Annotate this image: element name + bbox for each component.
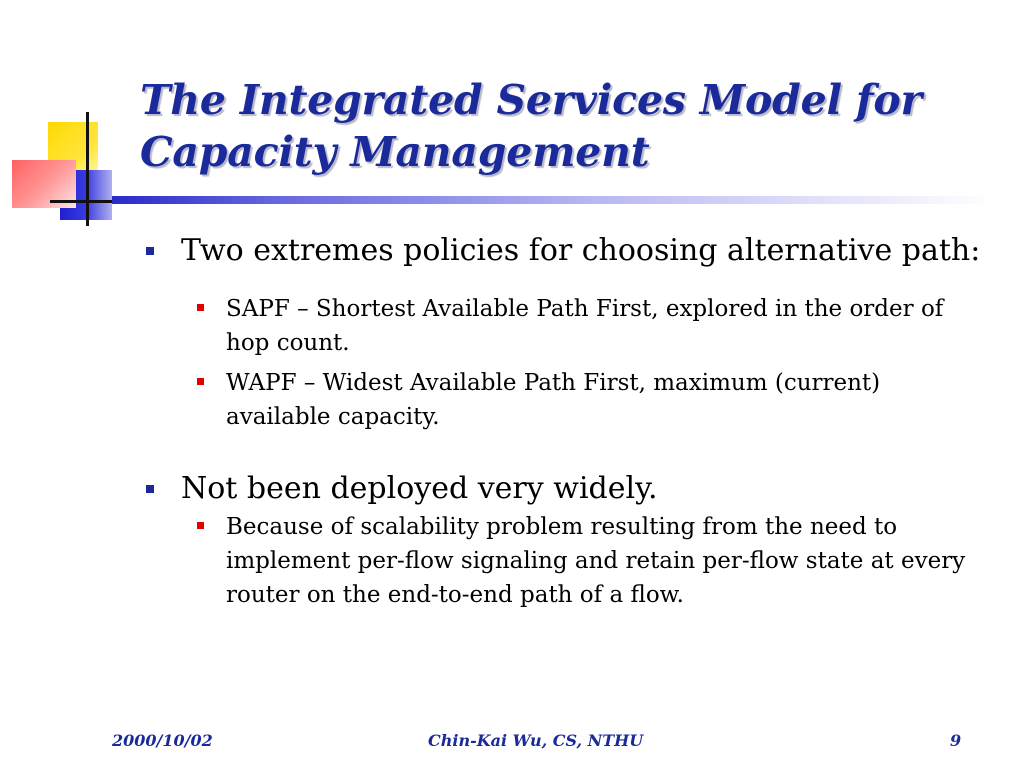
square-bullet-icon	[197, 304, 204, 311]
bullet-item	[144, 470, 984, 508]
sub-bullet-item	[144, 366, 984, 434]
footer-date: 2000/10/02	[112, 731, 213, 750]
sub-bullet-text: Because of scalability problem resulting from the need to implement per-flow signaling and retain per-flow state at every router on the end-to-end path of a flow.	[226, 514, 966, 608]
square-bullet-icon	[197, 378, 204, 385]
sub-bullet-text: SAPF – Shortest Available Path First, explored in the order of hop count.	[226, 296, 944, 356]
slide-content	[144, 232, 984, 612]
sub-bullet-item	[144, 510, 984, 612]
footer-author: Chin-Kai Wu, CS, NTHU	[428, 731, 644, 750]
title-underline-rule	[112, 196, 992, 204]
bullet-text: Not been deployed very widely.	[181, 471, 658, 506]
sub-bullet-text: WAPF – Widest Available Path First, maximum (current) available capacity.	[226, 370, 881, 430]
footer-page-number: 9	[950, 731, 962, 750]
bullet-text: Two extremes policies for choosing alternative path:	[181, 233, 981, 268]
vertical-line-decoration	[86, 112, 89, 226]
square-bullet-icon	[197, 522, 204, 529]
square-bullet-icon	[146, 485, 154, 493]
slide-title: The Integrated Services Model for Capacity Management	[140, 76, 922, 176]
sub-bullet-item	[144, 292, 984, 360]
bullet-item	[144, 232, 984, 270]
square-bullet-icon	[146, 247, 154, 255]
